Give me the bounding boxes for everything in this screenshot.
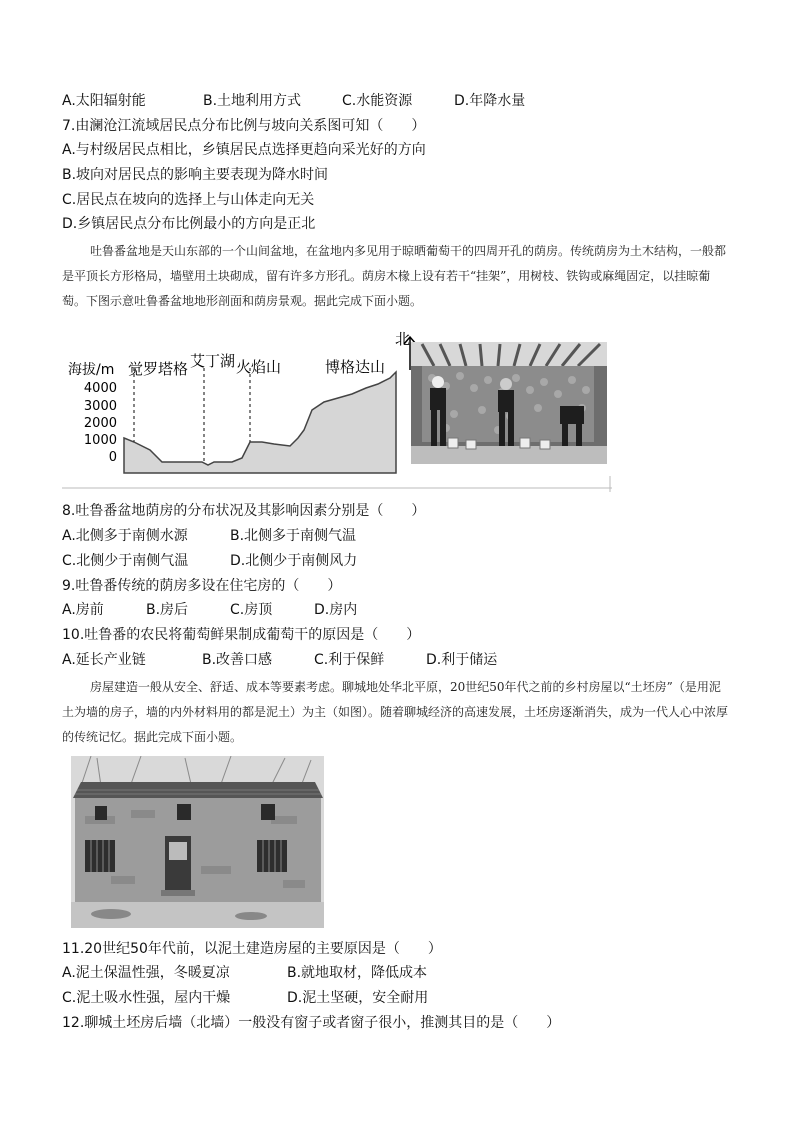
q12-stem: 12.聊城土坯房后墙（北墙）一般没有窗子或者窗子很小，推测其目的是（ ） [62, 1015, 561, 1031]
q11-stem: 11.20世纪50年代前，以泥土建造房屋的主要原因是（ ） [62, 941, 442, 957]
q6-option-a: A.太阳辐射能 [62, 93, 146, 109]
q9-stem: 9.吐鲁番传统的荫房多设在住宅房的（ ） [62, 578, 342, 594]
q8-option-c: C.北侧少于南侧气温 [62, 553, 189, 569]
y-tick-1000: 1000 [83, 433, 117, 448]
q10-options [62, 650, 497, 670]
north-label: 北 [395, 330, 411, 348]
q9-option-a: A.房前 [62, 602, 104, 618]
q10-option-a: A.延长产业链 [62, 652, 146, 668]
y-tick-2000: 2000 [83, 416, 117, 431]
passage-liaocheng: 房屋建造一般从安全、舒适、成本等要素考虑。聊城地处华北平原，20世纪50年代之前的乡村房屋以“土坯房”（是用泥土为墙的房子，墙的内外材料用的都是泥土）为主（如图）。随着聊城经济的高速发展，土坯房逐渐消失，成为一代人心中浓厚的传统记忆。据此完成下面小题。 [62, 680, 729, 744]
q8-options-2 [62, 551, 357, 571]
q11-options-2 [62, 988, 428, 1008]
q11-option-c: C.泥土吸水性强，屋内干燥 [62, 990, 231, 1006]
drying-house-photo [411, 342, 607, 464]
q8-option-b: B.北侧多于南侧气温 [230, 528, 357, 544]
q7-option-d: D.乡镇居民点分布比例最小的方向是正北 [62, 216, 316, 232]
place-jueluotage: 觉罗塔格 [128, 360, 189, 378]
mud-house-figure [71, 756, 324, 928]
q9-option-c: C.房顶 [230, 602, 273, 618]
mud-house-photo [71, 756, 324, 928]
y-tick-4000: 4000 [83, 381, 117, 396]
q6-option-d: D.年降水量 [454, 93, 526, 109]
q8-option-a: A.北侧多于南侧水源 [62, 528, 188, 544]
y-tick-0: 0 [108, 450, 117, 465]
q7-stem: 7.由澜沧江流域居民点分布比例与坡向关系图可知（ ） [62, 118, 426, 134]
q7-option-c: C.居民点在坡向的选择上与山体走向无关 [62, 192, 315, 208]
passage-turpan: 吐鲁番盆地是天山东部的一个山间盆地，在盆地内多见用于晾晒葡萄干的四周开孔的荫房。传统荫房为土木结构，一般都是平顶长方形格局，墙壁用土块砌成，留有许多方形孔。荫房木椽上设有若干“挂架”，用树枝、铁钩或麻绳固定，以挂晾葡萄。下图示意吐鲁番盆地地形剖面和荫房景观。据此完成下面小题。 [62, 244, 727, 308]
y-axis-label: 海拔/m [68, 362, 115, 378]
q8-options [62, 526, 356, 546]
q10-option-d: D.利于储运 [426, 652, 498, 668]
terrain-profile-figure [62, 326, 612, 492]
q11-option-b: B.就地取材，降低成本 [287, 965, 428, 981]
place-aiding-lake: 艾丁湖 [190, 352, 236, 370]
q6-option-c: C.水能资源 [342, 93, 413, 109]
q10-stem: 10.吐鲁番的农民将葡萄鲜果制成葡萄干的原因是（ ） [62, 627, 421, 643]
place-huoyanshan: 火焰山 [236, 358, 282, 376]
place-bogedashan: 博格达山 [325, 358, 386, 376]
q8-option-d: D.北侧少于南侧风力 [230, 553, 358, 569]
q7-option-a: A.与村级居民点相比，乡镇居民点选择更趋向采光好的方向 [62, 142, 426, 158]
q10-option-b: B.改善口感 [202, 652, 273, 668]
terrain-profile [124, 372, 396, 473]
q11-option-a: A.泥土保温性强，冬暖夏凉 [62, 965, 230, 981]
figure-turpan [62, 326, 612, 492]
q9-option-b: B.房后 [146, 602, 189, 618]
q6-options [62, 91, 525, 111]
q10-option-c: C.利于保鲜 [314, 652, 385, 668]
q9-options [62, 600, 357, 620]
q7-option-b: B.坡向对居民点的影响主要表现为降水时间 [62, 167, 329, 183]
q9-option-d: D.房内 [314, 602, 358, 618]
q11-option-d: D.泥土坚硬，安全耐用 [287, 990, 429, 1006]
y-tick-3000: 3000 [83, 399, 117, 414]
q6-option-b: B.土地利用方式 [203, 93, 302, 109]
q11-options [62, 963, 427, 983]
q8-stem: 8.吐鲁番盆地荫房的分布状况及其影响因素分别是（ ） [62, 503, 426, 519]
